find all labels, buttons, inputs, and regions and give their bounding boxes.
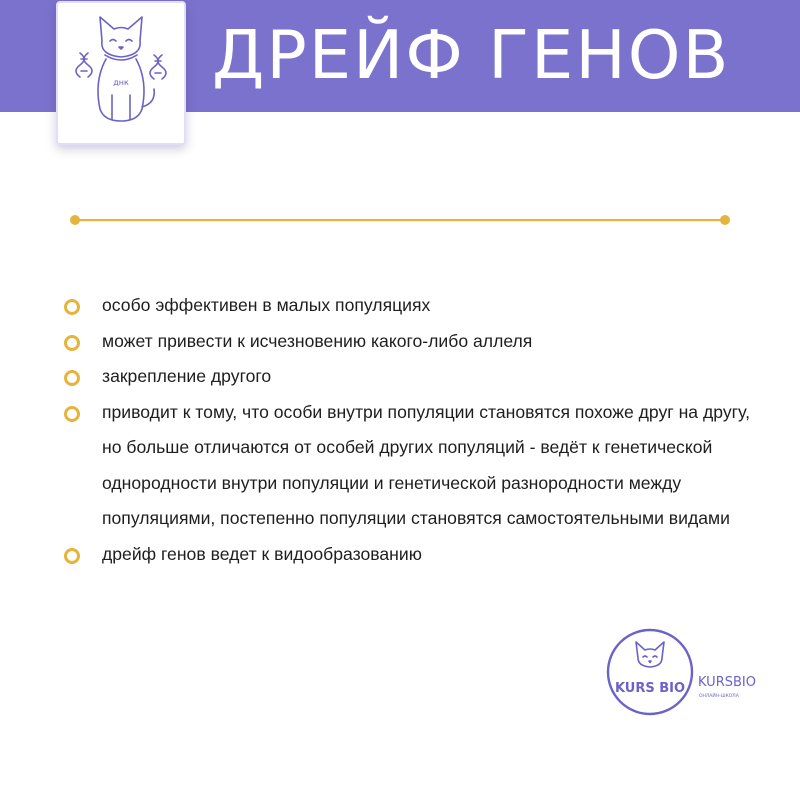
bullet-circle-icon xyxy=(64,335,80,351)
bullet-circle-icon xyxy=(64,548,80,564)
bullet-text: приводит к тому, что особи внутри популяции становятся похоже друг на другу, но больше отличаются от особей других популяций - ведёт к генетической однородности внутри популяции и генетической разнородности между популяциями, постепенно популяции становятся самостоятельными видами xyxy=(102,401,750,528)
bullet-text: дрейф генов ведет к видообразованию xyxy=(102,543,422,564)
bullet-text: особо эффективен в малых популяциях xyxy=(102,295,431,315)
divider-line xyxy=(70,218,730,222)
brand-tagline: ОНЛАЙН-ШКОЛА xyxy=(699,694,739,699)
bullet-item xyxy=(64,395,764,537)
bullet-item xyxy=(64,359,764,395)
brand-circle xyxy=(608,630,692,714)
bullet-text: закрепление другого xyxy=(102,366,272,386)
brand-name: KURSBIO xyxy=(698,675,756,690)
bullet-list xyxy=(64,288,764,572)
bullet-item xyxy=(64,324,764,360)
bullet-item xyxy=(64,288,764,324)
logo-card xyxy=(56,1,186,145)
bullet-item xyxy=(64,537,764,573)
brand-badge-text: KURS BIO xyxy=(614,681,686,696)
cat-dna-icon xyxy=(58,3,184,143)
cat-tag-text: днк xyxy=(113,78,129,87)
page-title: ДРЕЙФ ГЕНОВ xyxy=(212,16,731,94)
bullet-circle-icon xyxy=(64,370,80,386)
kursbio-cat-icon xyxy=(636,642,664,667)
bullet-circle-icon xyxy=(64,406,80,422)
bullet-circle-icon xyxy=(64,299,80,315)
brand-logo xyxy=(604,622,766,722)
bullet-text: может привести к исчезновению какого-либо аллеля xyxy=(102,330,533,351)
